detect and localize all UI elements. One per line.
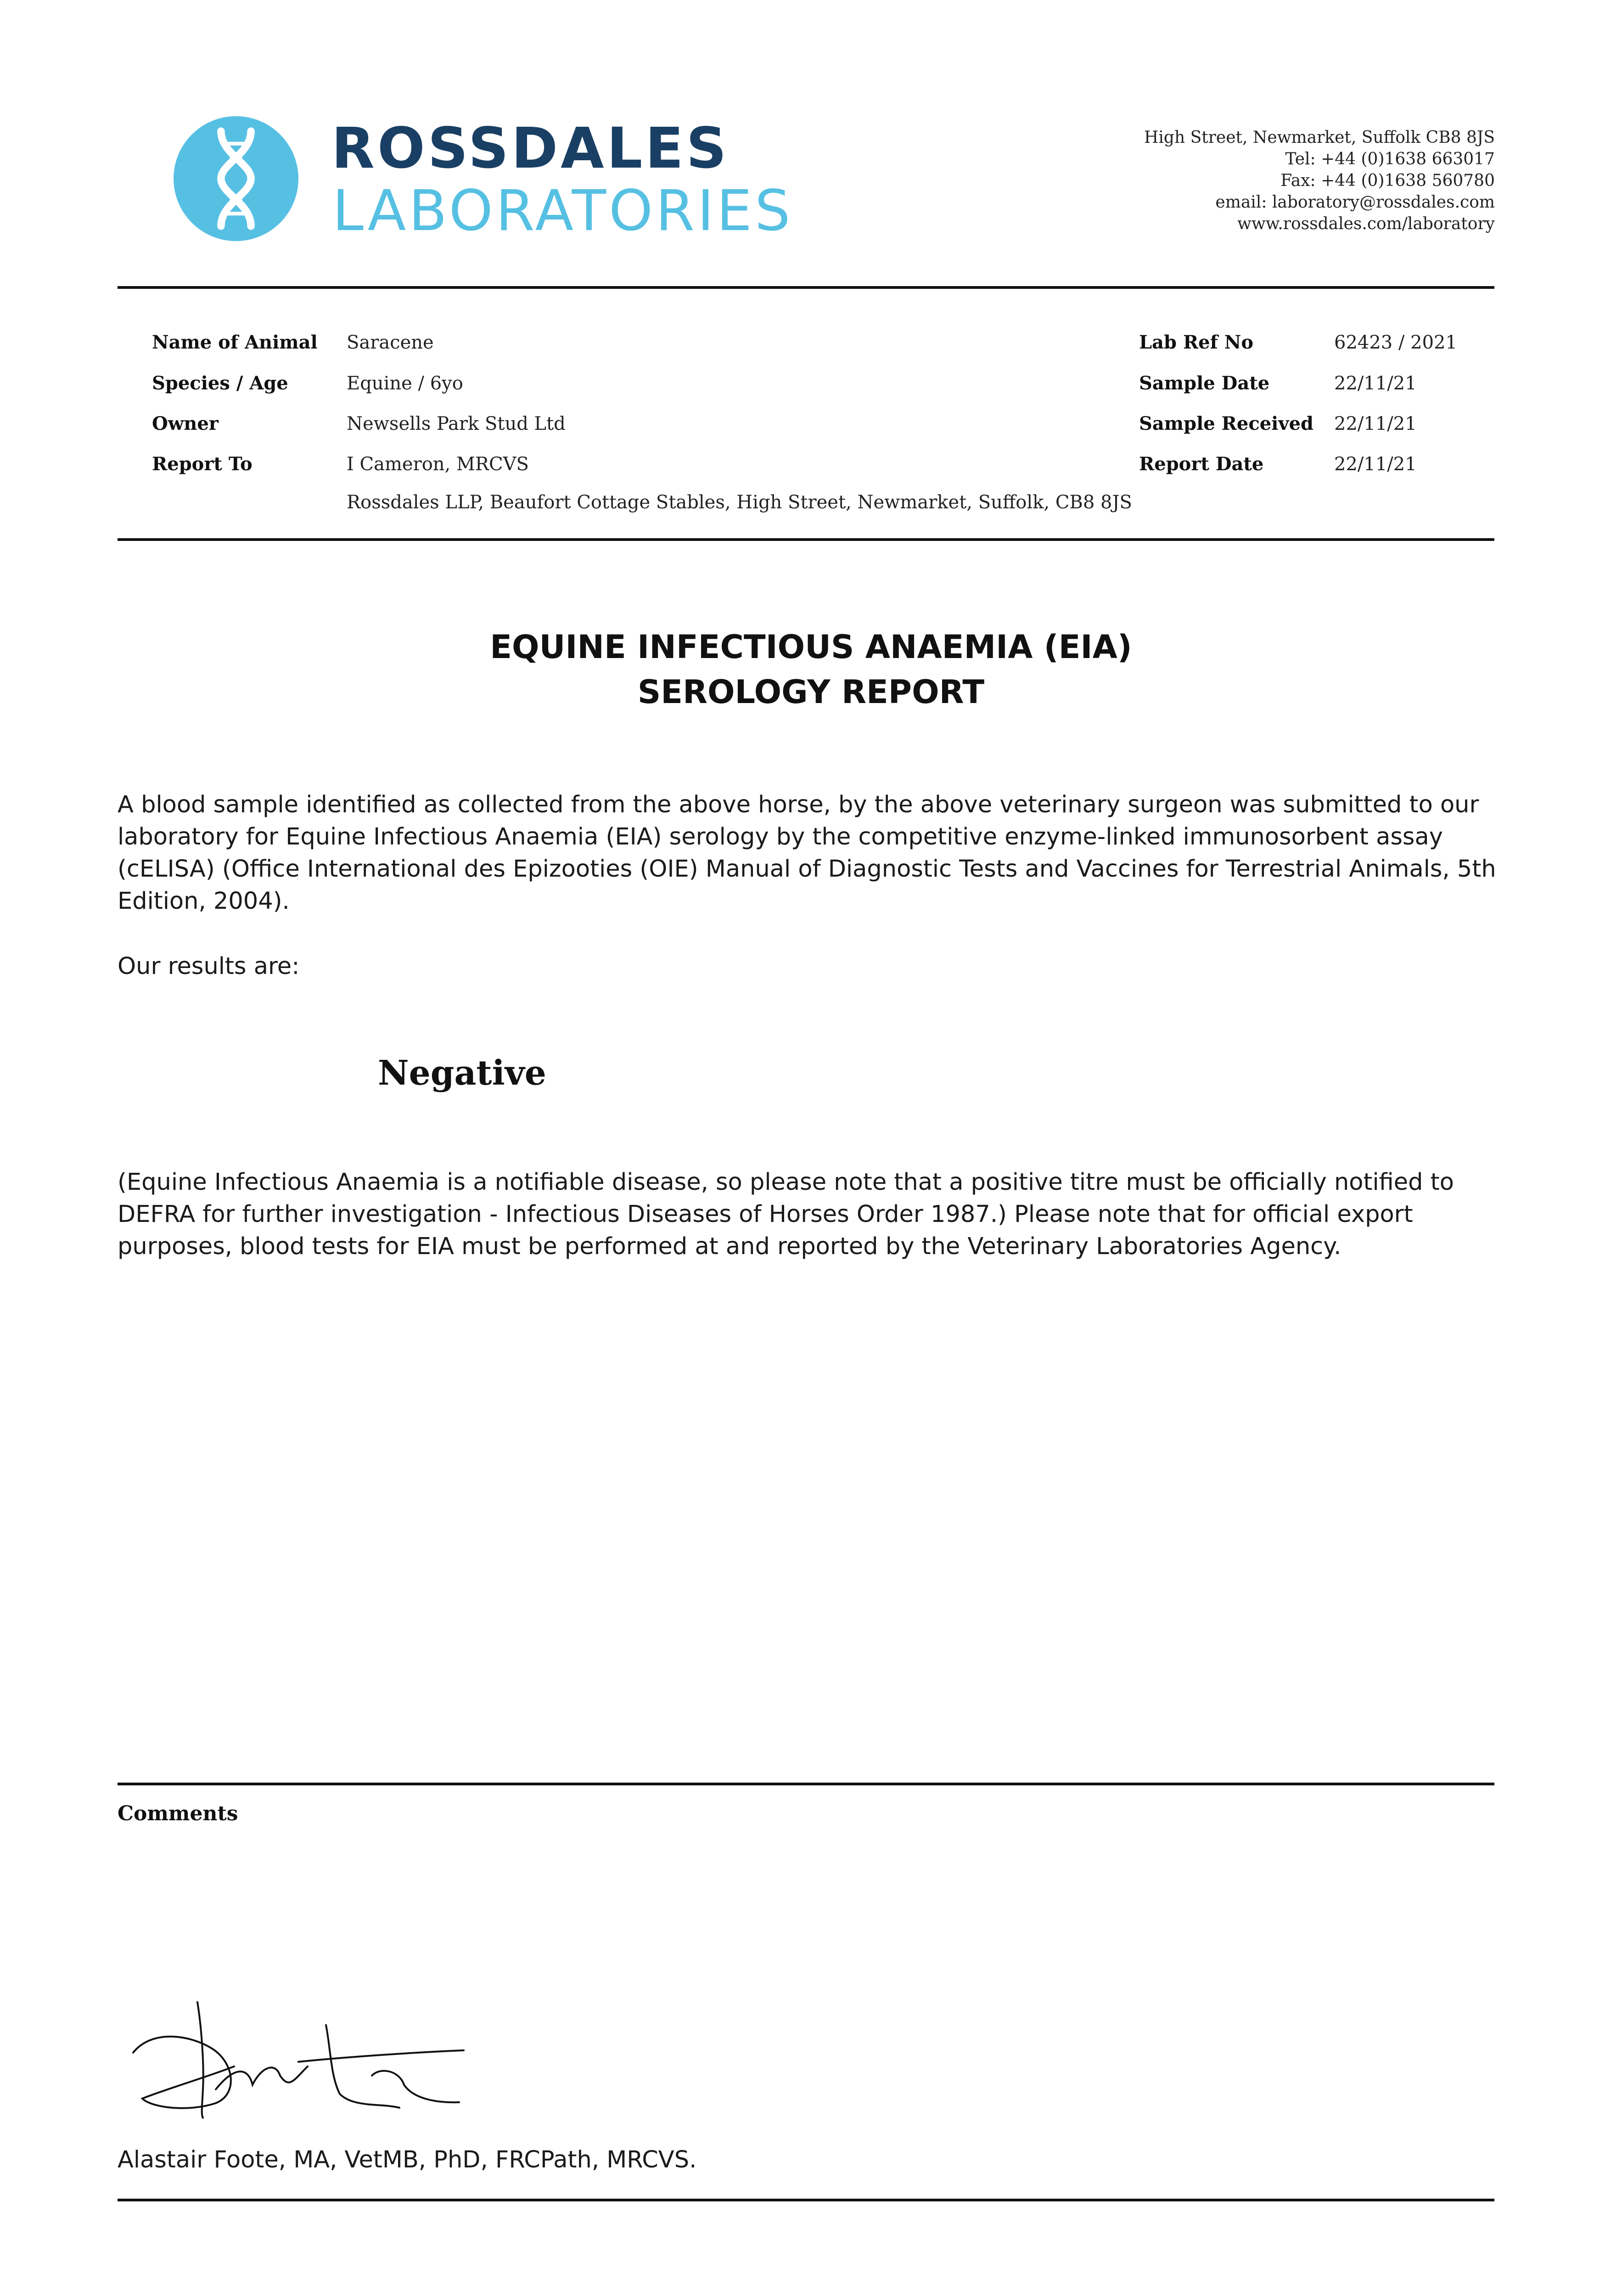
sample-received-value: 22/11/21 xyxy=(1334,413,1417,434)
contact-website[interactable]: www.rossdales.com/laboratory xyxy=(1237,214,1495,233)
name-of-animal-value: Saracene xyxy=(347,332,434,353)
contact-block xyxy=(1144,127,1495,235)
species-age-value: Equine / 6yo xyxy=(347,373,463,394)
intro-line: Edition, 2004). xyxy=(118,888,290,915)
lab-ref-value: 62423 / 2021 xyxy=(1334,332,1457,353)
contact-address: High Street, Newmarket, Suffolk CB8 8JS xyxy=(1144,128,1495,147)
logo-name: ROSSDALES xyxy=(331,116,730,181)
divider-comments xyxy=(118,1783,1494,1785)
divider-bottom xyxy=(118,2199,1494,2201)
sample-received-label: Sample Received xyxy=(1139,413,1314,434)
results-intro: Our results are: xyxy=(118,953,300,980)
lab-ref-label: Lab Ref No xyxy=(1139,332,1254,353)
report-date-label: Report Date xyxy=(1139,453,1264,475)
owner-label: Owner xyxy=(152,413,219,434)
dna-helix-icon xyxy=(174,116,298,241)
signatory-name: Alastair Foote, MA, VetMB, PhD, FRCPath, MRCVS. xyxy=(118,2146,697,2173)
intro-line: laboratory for Equine Infectious Anaemia (EIA) serology by the competitive enzyme-linked immunosorbent assay xyxy=(118,823,1443,850)
logo-dna-icon xyxy=(174,116,298,241)
contact-fax: Fax: +44 (0)1638 560780 xyxy=(1280,171,1495,190)
divider-top xyxy=(118,286,1494,289)
contact-email[interactable]: email: laboratory@rossdales.com xyxy=(1215,193,1495,212)
contact-tel: Tel: +44 (0)1638 663017 xyxy=(1285,150,1495,169)
comments-label: Comments xyxy=(118,1802,238,1825)
notice-line: (Equine Infectious Anaemia is a notifiable disease, so please note that a positive titre must be officially notified to xyxy=(118,1169,1454,1196)
report-title-line2: SEROLOGY REPORT xyxy=(637,673,985,711)
owner-value: Newsells Park Stud Ltd xyxy=(347,413,566,434)
species-age-label: Species / Age xyxy=(152,372,288,394)
intro-paragraph xyxy=(118,789,1499,917)
report-title-line1: EQUINE INFECTIOUS ANAEMIA (EIA) xyxy=(490,628,1132,666)
test-result: Negative xyxy=(378,1053,546,1093)
logo-subtitle: LABORATORIES xyxy=(332,178,793,243)
report-to-value: I Cameron, MRCVS xyxy=(347,454,529,475)
report-to-label: Report To xyxy=(152,453,253,475)
notice-line: purposes, blood tests for EIA must be performed at and reported by the Veterinary Laboratories Agency. xyxy=(118,1233,1341,1260)
report-title xyxy=(0,625,1622,715)
notice-line: DEFRA for further investigation - Infectious Diseases of Horses Order 1987.) Please note that for official export xyxy=(118,1201,1413,1228)
intro-line: A blood sample identified as collected from the above horse, by the above veterinary surgeon was submitted to our xyxy=(118,791,1479,818)
intro-line: (cELISA) (Office International des Epizooties (OIE) Manual of Diagnostic Tests and Vaccines for Terrestrial Animals, 5th xyxy=(118,855,1496,883)
sample-date-label: Sample Date xyxy=(1139,372,1270,394)
divider-details xyxy=(118,538,1494,541)
notice-paragraph xyxy=(118,1166,1499,1263)
signature-image xyxy=(124,1998,477,2122)
sample-date-value: 22/11/21 xyxy=(1334,373,1417,394)
report-date-value: 22/11/21 xyxy=(1334,454,1417,475)
name-of-animal-label: Name of Animal xyxy=(152,332,318,353)
report-to-address: Rossdales LLP, Beaufort Cottage Stables, High Street, Newmarket, Suffolk, CB8 8JS xyxy=(347,492,1132,513)
